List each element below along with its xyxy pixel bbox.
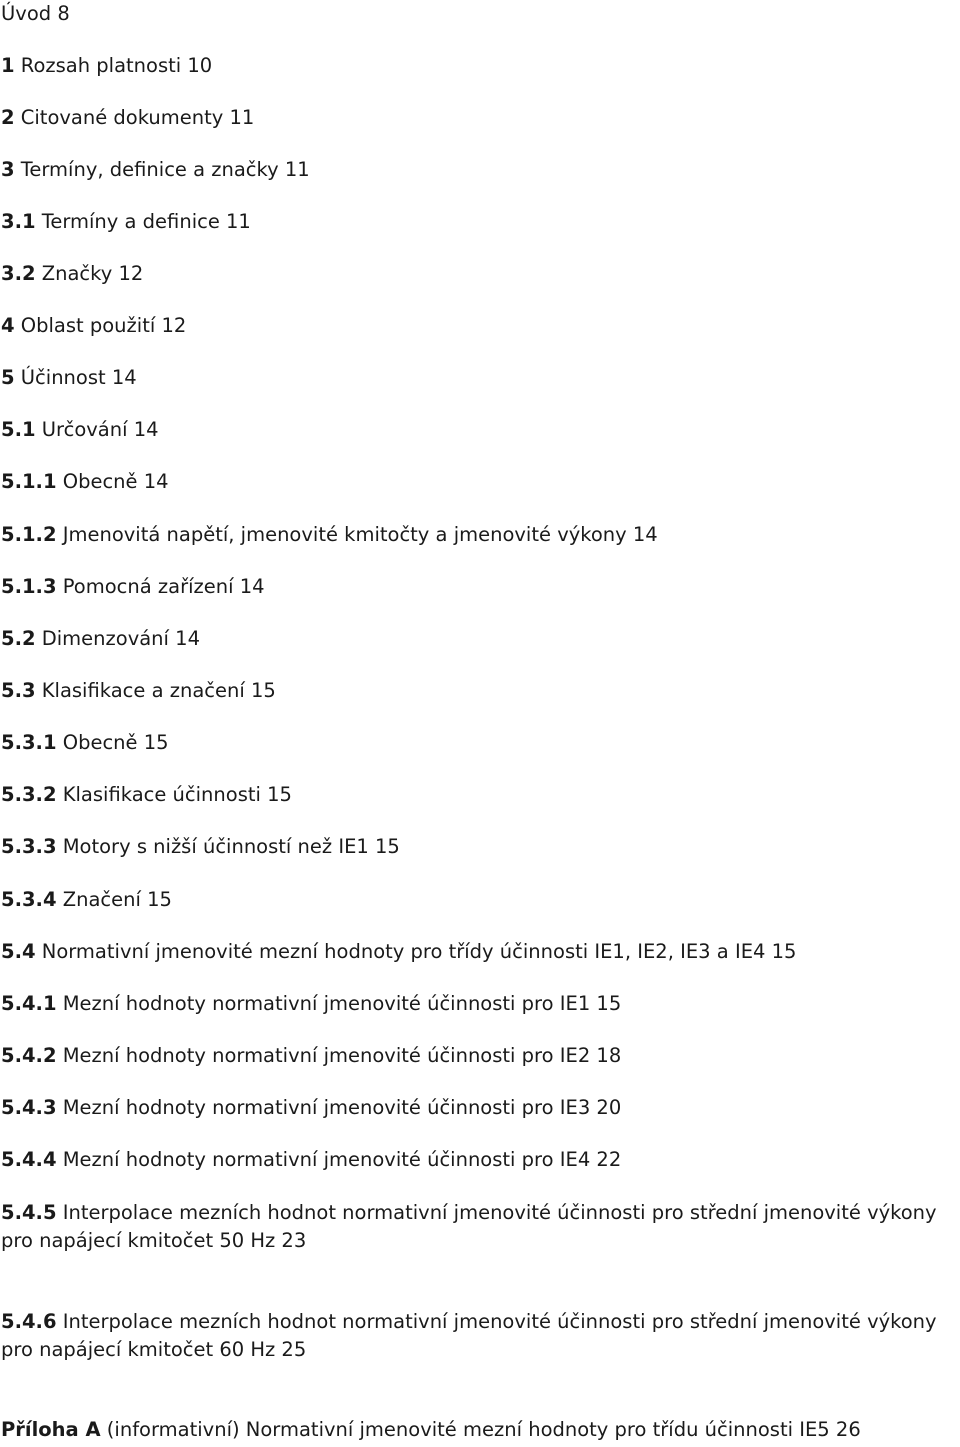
- toc-entry[interactable]: [1, 573, 959, 601]
- toc-entry[interactable]: [1, 1094, 959, 1122]
- toc-entry[interactable]: [1, 260, 959, 288]
- toc-entry[interactable]: [1, 938, 959, 966]
- toc-entry-number: 5.3.2: [1, 783, 57, 806]
- toc-entry[interactable]: [1, 208, 959, 236]
- toc-entry-title: Mezní hodnoty normativní jmenovité účinnosti pro IE1 15: [56, 992, 622, 1015]
- toc-entry-number: Příloha A: [1, 1418, 101, 1441]
- toc-entry[interactable]: [1, 1042, 959, 1070]
- toc-entry[interactable]: [1, 990, 959, 1018]
- toc-entry[interactable]: [1, 729, 959, 757]
- toc-entry-number: 3.1: [1, 210, 36, 233]
- toc-entry[interactable]: [1, 416, 959, 444]
- toc-entry[interactable]: [1, 104, 959, 132]
- toc-entry-title: Jmenovitá napětí, jmenovité kmitočty a jmenovité výkony 14: [56, 523, 658, 546]
- toc-entry[interactable]: [1, 1199, 959, 1255]
- toc-entry-title: Mezní hodnoty normativní jmenovité účinnosti pro IE3 20: [56, 1096, 622, 1119]
- toc-entry-number: 5.1: [1, 418, 36, 441]
- toc-entry[interactable]: [1, 1146, 959, 1174]
- toc-entry[interactable]: [1, 886, 959, 914]
- toc-entry-number: 3.2: [1, 262, 36, 285]
- toc-entry-title: Klasifikace účinnosti 15: [56, 783, 292, 806]
- toc-entry-number: 5.4.2: [1, 1044, 57, 1067]
- toc-entry[interactable]: [1, 521, 959, 549]
- toc-entry-title: Pomocná zařízení 14: [56, 575, 265, 598]
- toc-entry-number: 5.4.1: [1, 992, 57, 1015]
- toc-entry-number: 5.4.3: [1, 1096, 57, 1119]
- toc-entry-title: Značky 12: [35, 262, 144, 285]
- toc-entry-title: Mezní hodnoty normativní jmenovité účinnosti pro IE2 18: [56, 1044, 622, 1067]
- toc-entry-number: 4: [1, 314, 15, 337]
- toc-entry-number: 1: [1, 54, 15, 77]
- toc-entry-title: Normativní jmenovité mezní hodnoty pro třídy účinnosti IE1, IE2, IE3 a IE4 15: [35, 940, 797, 963]
- toc-entry-number: 5.4: [1, 940, 36, 963]
- toc-entry-number: 5.1.2: [1, 523, 57, 546]
- toc-entry-title: Motory s nižší účinností než IE1 15: [56, 835, 400, 858]
- toc-entry[interactable]: [1, 677, 959, 705]
- toc-entry-title: Obecně 15: [56, 731, 169, 754]
- toc-entry-number: 5.1.1: [1, 470, 57, 493]
- toc-entry[interactable]: [1, 625, 959, 653]
- toc-entry-title: Termíny, definice a značky 11: [14, 158, 310, 181]
- toc-entry-title: Oblast použití 12: [14, 314, 187, 337]
- toc-entry-title: Mezní hodnoty normativní jmenovité účinnosti pro IE4 22: [56, 1148, 622, 1171]
- toc-entry-title: Klasifikace a značení 15: [35, 679, 276, 702]
- toc-entry-title: Dimenzování 14: [35, 627, 200, 650]
- toc-entry[interactable]: [1, 1308, 959, 1364]
- toc-entry-title: Obecně 14: [56, 470, 169, 493]
- toc-entry-number: 5.2: [1, 627, 36, 650]
- toc-entry-title: Rozsah platnosti 10: [14, 54, 213, 77]
- toc-entry-number: 5: [1, 366, 15, 389]
- toc-entry[interactable]: [1, 312, 959, 340]
- toc-entry-number: 5.1.3: [1, 575, 57, 598]
- toc-entry-number: 5.3.4: [1, 888, 57, 911]
- toc-entry-title: Termíny a definice 11: [35, 210, 251, 233]
- toc-entry[interactable]: [1, 833, 959, 861]
- toc-entry-title: Interpolace mezních hodnot normativní jmenovité účinnosti pro střední jmenovité výkony pro napájecí kmitočet 60 Hz 25: [1, 1310, 937, 1361]
- toc-entry-number: 5.3.1: [1, 731, 57, 754]
- toc-entry-title: Citované dokumenty 11: [14, 106, 255, 129]
- toc-entry-number: 5.3.3: [1, 835, 57, 858]
- toc-entry-title: Interpolace mezních hodnot normativní jmenovité účinnosti pro střední jmenovité výkony pro napájecí kmitočet 50 Hz 23: [1, 1201, 937, 1252]
- toc-entry-number: 5.3: [1, 679, 36, 702]
- toc-entry[interactable]: [1, 156, 959, 184]
- toc-entry-title: Určování 14: [35, 418, 159, 441]
- toc-entry-number: 5.4.6: [1, 1310, 57, 1333]
- toc-entry[interactable]: [1, 468, 959, 496]
- toc-entry-title: Účinnost 14: [14, 366, 137, 389]
- toc-entry[interactable]: [1, 1416, 959, 1444]
- toc-entry[interactable]: [1, 0, 959, 28]
- toc-entry-number: 5.4.5: [1, 1201, 57, 1224]
- toc-entry-number: 3: [1, 158, 15, 181]
- toc-entry-title: Úvod 8: [1, 2, 70, 25]
- toc-entry[interactable]: [1, 52, 959, 80]
- toc-entry[interactable]: [1, 781, 959, 809]
- toc-entry-number: 2: [1, 106, 15, 129]
- toc-entry-number: 5.4.4: [1, 1148, 57, 1171]
- toc-entry-title: (informativní) Normativní jmenovité mezní hodnoty pro třídu účinnosti IE5 26: [100, 1418, 861, 1441]
- toc-entry-title: Značení 15: [56, 888, 172, 911]
- toc-entry[interactable]: [1, 364, 959, 392]
